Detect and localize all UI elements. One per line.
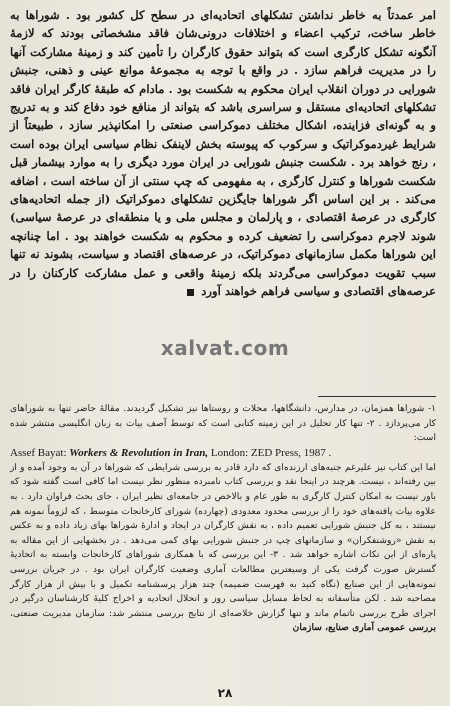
footnotes	[10, 402, 436, 636]
footnote-2-bold: بررسی عمومی آماری صنایع، سازمان	[292, 622, 436, 634]
footnote-separator	[318, 396, 436, 397]
body-text: امر عمدتاً به خاطر نداشتن تشکلهای اتحادیه‌ای در سطح کل کشور بود . شوراها به خاطر ساخت، ترکیب اعضاء و اختلافات درونی‌شان فاقد مشخصاتی بودند که لازمهٔ آنگونه تشکل کارگری است که بتواند حقوق کارگران را تأمین کند و زمینهٔ مشارکت آنها را در مدیریت فراهم سازد . در واقع با توجه به مجموعهٔ موانع عینی و ذهنی، جنبش شورایی در دوران انقلاب ایران محکوم به شکست بود . مادام که طبقهٔ کارگر ایران فاقد تشکلهای اتحادیه‌ای مستقل و سراسری باشد که بتواند از منافع خود دفاع کند و به تدریج و به گونه‌ای فزاینده، اشکال مختلف دموکراسی صنعتی را امکانپذیر سازد ، طبیعتاً از شرایط غیردموکراتیک و سرکوب که پیوسته بخش لاینفک نظام سیاسی ایران بوده است ، رنج خواهد برد . شکست جنبش شورایی در ایران مورد دیگری را به موارد بیشمار قبل شکست شوراها و کنترل کارگری ، به مفهومی که چپ سنتی از آن ساخته است ، اضافه می‌کند . بر این اساس اگر شوراها جایگزین تشکلهای دموکراتیک (از جمله اتحادیه‌های کارگری در عرصهٔ اقتصادی ، و پارلمان و مجلس ملی و یا منطقه‌ای در عرصهٔ سیاسی) شوند لاجرم دموکراسی را تضعیف کرده و محکوم به شکست خواهند بود . اما چنانچه این شوراها مکمل سازمانهای دموکراتیک، در عرصه‌های اقتصاد و سیاست، بشوند نه تنها سبب تقویت دموکراسی می‌گردند بلکه زمینهٔ واقعی و عمل مشارکت کارکنان را در عرصه‌های اقتصادی و سیاسی فراهم خواهند آورد	[10, 8, 436, 299]
watermark: xalvat.com	[160, 336, 290, 360]
body-paragraph	[10, 6, 436, 301]
footnote-2	[10, 461, 436, 636]
reference-citation	[10, 446, 436, 461]
page-number: ۲۸	[217, 686, 233, 700]
reference-work: Workers & Revolution in Iran,	[69, 446, 209, 459]
footnote-1: ۱- شوراها همزمان، در مدارس، دانشگاهها، محلات و روستاها نیز تشکیل گردیدند. مقالهٔ حاضر تنها به شوراهای کار می‌پردازد . ۲- تنها کار تحلیل در این زمینه کتابی است که توسط آصف بیات به زبان انگلیسی منتشر شده است:	[10, 403, 436, 444]
reference-author: Assef Bayat:	[10, 446, 67, 459]
reference-publisher: London: ZED Press, 1987 .	[210, 446, 332, 459]
footnote-2-text: اما این کتاب نیز علیرغم جنبه‌های ارزنده‌ای که دارد قادر به بررسی شرایطی که شوراها در آن به وجود آمده و از بین رفته‌اند ، نیست. هرچند در اینجا نقد و بررسی کتاب نامبرده منظور نظر نیست اما کافی است گفته شود که باور نیست به امکان کنترل کارگری به طور عام و بالاخص در جامعه‌ای نظیر ایران ، جای بحث فراوان دارد . به علاوه بیات یافته‌های خود را از بررسی محدود معدودی (چهارده) شورای کارخانجات متوسط ، که لزوماً نمونه هم نیستند ، به کل جنبش شورایی تعمیم داده ، به نقش کارگران در ایجاد و ادارهٔ شوراها بهای زیاد داده و به عکس به نقش «روشنفکران» و سازمانهای چپ در جنبش شورایی بهای کمی می‌دهد . در بخشهایی از این مقاله به پاره‌ای از این نکات اشاره خواهد شد . ۳- این بررسی که با همکاری شوراهای کارخانجات وابسته به اتحادیهٔ گسترش صورت گرفت یکی از وسیعترین مطالعات آماری وضعیت کارگران ایران بود . در جریان بررسی نمونه‌هایی از این صنایع (نگاه کنید به فهرست ضمیمه) چند هزار پرسشنامه تکمیل و با بیش از هزار کارگر مصاحبه شد . لکن متأسفانه به لحاظ مسایل سیاسی روز و انحلال اتحادیه و اخراج کلیهٔ کارشناسان درگیر در اجرای طرح بررسی ناتمام ماند و تنها گزارش خلاصه‌ای از نتایج بررسی منتشر شد: سازمان مدیریت صنعتی،	[10, 461, 437, 619]
end-of-section-mark	[187, 289, 194, 296]
